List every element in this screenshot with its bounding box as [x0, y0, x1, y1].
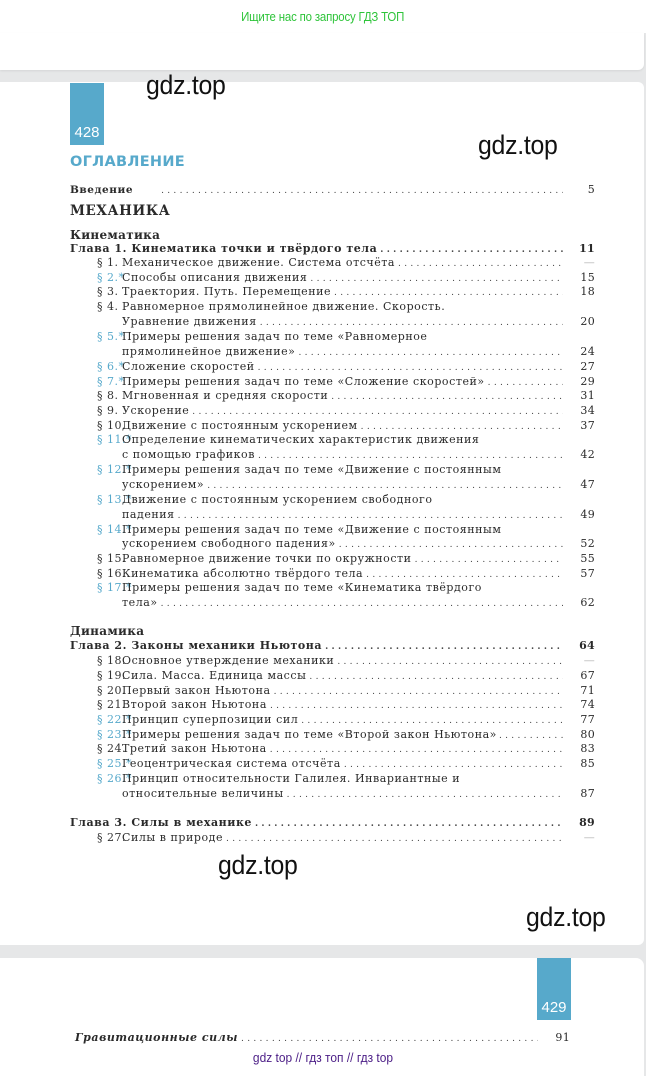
- toc-item[interactable]: § 14.* Примеры решения задач по теме «Движение с постоянным: [97, 523, 502, 536]
- toc-item[interactable]: § 3. Траектория. Путь. Перемещение ..... 18: [70, 285, 595, 299]
- entry-title: Введение: [70, 184, 134, 196]
- toc-item-continuation[interactable]: падения ..... 49: [70, 508, 595, 522]
- toc-item-continuation[interactable]: прямолинейное движение» ..... 24: [70, 345, 595, 359]
- watermark: gdz.top: [146, 70, 226, 100]
- top-card: [0, 33, 644, 70]
- toc-item[interactable]: § 21. Второй закон Ньютона ..... 74: [70, 698, 595, 712]
- toc-item[interactable]: Гравитационные силы ..... 91: [75, 1031, 570, 1045]
- entry-page: 5: [587, 183, 595, 196]
- entry-page: 11: [579, 242, 595, 255]
- chapter-title: Глава 3. Силы в механике: [70, 816, 252, 829]
- page-number-tab: [70, 83, 104, 145]
- toc-item[interactable]: § 16. Кинематика абсолютно твёрдого тела ..... 57: [70, 567, 595, 581]
- toc-item-continuation[interactable]: ускорением» ..... 47: [70, 478, 595, 492]
- toc-item[interactable]: § 26.* Принцип относительности Галилея. Инвариантные и: [97, 772, 461, 785]
- toc-item-continuation[interactable]: Уравнение движения ..... 20: [70, 315, 595, 329]
- toc-item[interactable]: § 5.* Примеры решения задач по теме «Равномерное: [97, 330, 428, 343]
- banner-text: Ищите нас по запросу ГДЗ ТОП: [241, 9, 405, 24]
- toc-item[interactable]: § 12.* Примеры решения задач по теме «Движение с постоянным: [97, 463, 502, 476]
- toc-item[interactable]: § 24. Третий закон Ньютона ..... 83: [70, 742, 595, 756]
- page-number-tab: [537, 958, 571, 1020]
- toc-entry-intro[interactable]: [70, 183, 595, 197]
- toc-item[interactable]: § 15. Равномерное движение точки по окружности ..... 55: [70, 552, 595, 566]
- toc-chapter-2[interactable]: Глава 2. Законы механики Ньютона ..... 64: [70, 639, 595, 653]
- toc-item[interactable]: § 13.* Движение с постоянным ускорением свободного: [97, 493, 433, 506]
- toc-item[interactable]: § 6.* Сложение скоростей ..... 27: [70, 360, 595, 374]
- page-428: [0, 70, 644, 945]
- part-heading: МЕХАНИКА: [70, 203, 171, 219]
- toc-item[interactable]: § 2.* Способы описания движения ..... 15: [70, 271, 595, 285]
- toc-item[interactable]: § 20. Первый закон Ньютона ..... 71: [70, 684, 595, 698]
- section-heading: Кинематика: [70, 228, 161, 242]
- toc-item[interactable]: § 22.* Принцип суперпозиции сил ..... 77: [70, 713, 595, 727]
- toc-item[interactable]: § 11.* Определение кинематических характеристик движения: [97, 433, 480, 446]
- watermark: gdz.top: [218, 850, 298, 880]
- toc-item-continuation[interactable]: относительные величины ..... 87: [70, 787, 595, 801]
- footer-links[interactable]: [26, 1050, 620, 1065]
- chapter-title: Глава 2. Законы механики Ньютона: [70, 639, 323, 652]
- toc-item[interactable]: § 17.* Примеры решения задач по теме «Кинематика твёрдого: [97, 581, 482, 594]
- page-number: 428: [74, 124, 100, 141]
- toc-item[interactable]: § 19. Сила. Масса. Единица массы ..... 67: [70, 669, 595, 683]
- toc-item[interactable]: § 4. Равномерное прямолинейное движение. Скорость.: [97, 300, 446, 313]
- toc-item[interactable]: § 8. Мгновенная и средняя скорости ..... 31: [70, 389, 595, 403]
- toc-item[interactable]: § 25.* Геоцентрическая система отсчёта ..... 85: [70, 757, 595, 771]
- toc-item[interactable]: § 7.* Примеры решения задач по теме «Сложение скоростей» ..... 29: [70, 375, 595, 389]
- toc-item[interactable]: § 1. Механическое движение. Система отсчёта ..... —: [70, 256, 595, 270]
- toc-item[interactable]: § 27. Силы в природе ..... —: [70, 831, 595, 845]
- section-heading: Динамика: [70, 624, 145, 638]
- toc-item[interactable]: § 9. Ускорение ..... 34: [70, 404, 595, 418]
- toc-chapter-3[interactable]: Глава 3. Силы в механике ..... 89: [70, 816, 595, 830]
- toc-item-continuation[interactable]: ускорением свободного падения» ..... 52: [70, 537, 595, 551]
- footer-links-text: gdz top // гдз топ // гдз top: [252, 1050, 394, 1065]
- watermark: gdz.top: [478, 130, 558, 160]
- page-number: 429: [541, 999, 567, 1016]
- toc-item[interactable]: § 10. Движение с постоянным ускорением ..... 37: [70, 419, 595, 433]
- leader-dots: [161, 184, 563, 198]
- toc-item-continuation[interactable]: тела» ..... 62: [70, 596, 595, 610]
- leader-dots: [380, 243, 563, 257]
- toc-item[interactable]: § 23.* Примеры решения задач по теме «Второй закон Ньютона» ..... 80: [70, 728, 595, 742]
- toc-item-continuation[interactable]: с помощью графиков ..... 42: [70, 448, 595, 462]
- toc-item[interactable]: § 18. Основное утверждение механики ..... —: [70, 654, 595, 668]
- toc-title: ОГЛАВЛЕНИЕ: [70, 154, 186, 170]
- chapter-title: Глава 1. Кинематика точки и твёрдого тела: [70, 242, 378, 255]
- search-banner[interactable]: [0, 0, 646, 33]
- watermark: gdz.top: [526, 902, 606, 932]
- toc-chapter-1[interactable]: [70, 242, 595, 256]
